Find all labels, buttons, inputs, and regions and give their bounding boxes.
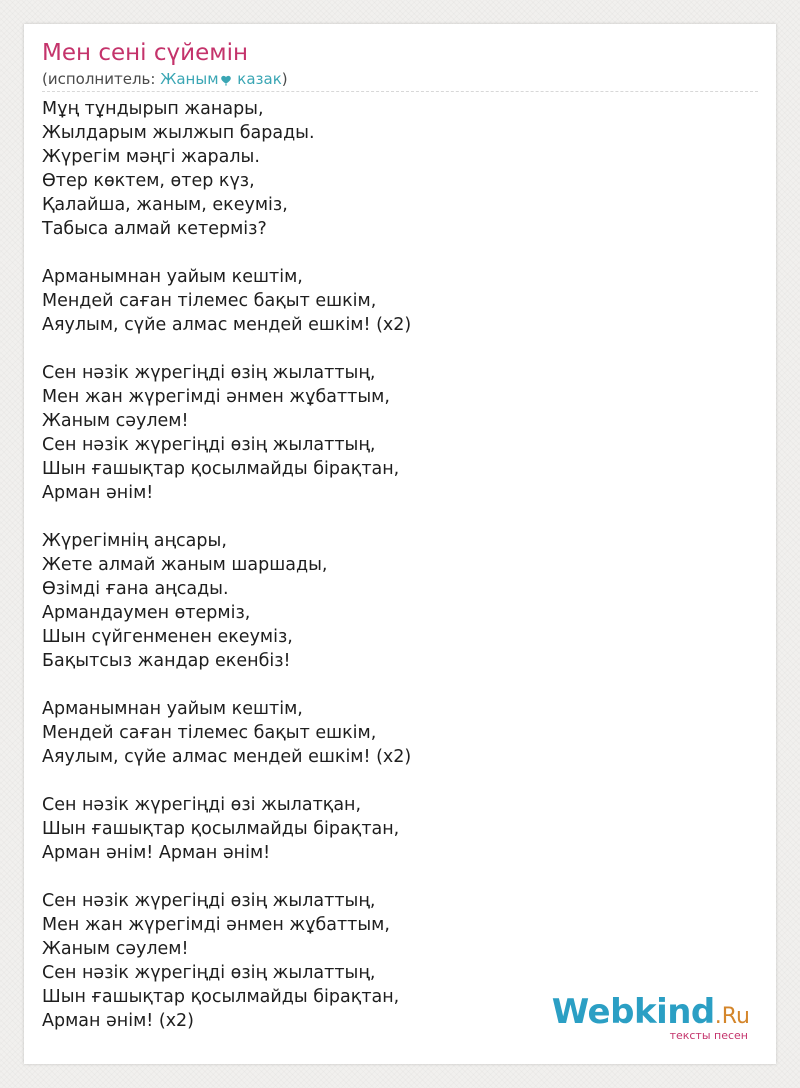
logo-tld: .Ru [714, 1004, 750, 1029]
header-divider [42, 91, 758, 92]
webkind-logo [552, 994, 750, 1042]
song-title: Мен сені сүйемін [42, 40, 249, 66]
lyric-line: Шын ғашықтар қосылмайды бірақтан, [42, 819, 400, 839]
lyric-line: Жүрегім мәңгі жаралы. [42, 147, 260, 167]
artist-link[interactable] [160, 70, 282, 88]
lyric-line: Жете алмай жаным шаршады, [42, 555, 328, 575]
lyric-line: Мендей саған тілемес бақыт ешкім, [42, 291, 377, 311]
artist-line [42, 69, 288, 89]
lyrics-body [42, 97, 742, 1057]
lyric-line: Табыса алмай кетерміз? [42, 219, 267, 239]
lyric-line: Сен нәзік жүрегіңді өзің жылаттың, [42, 435, 376, 455]
logo-tagline: тексты песен [669, 1029, 748, 1042]
lyric-line: Өзімді ғана аңсады. [42, 579, 229, 599]
lyrics-stanza [42, 97, 742, 241]
lyric-line: Жүрегімнің аңсары, [42, 531, 227, 551]
artist-prefix: (исполнитель: [42, 70, 161, 88]
lyric-line: Аяулым, сүйе алмас мендей ешкім! (x2) [42, 315, 412, 335]
lyrics-stanza [42, 361, 742, 505]
lyric-line: Жаным сәулем! [42, 939, 189, 959]
lyrics-stanza [42, 529, 742, 673]
lyrics-stanza [42, 793, 742, 865]
logo-name: Webkind [551, 992, 715, 1032]
lyric-line: Шын сүйгенменен екеуміз, [42, 627, 293, 647]
lyric-line: Бақытсыз жандар екенбіз! [42, 651, 291, 671]
lyric-line: Сен нәзік жүрегіңді өзі жылатқан, [42, 795, 362, 815]
lyric-line: Арманымнан уайым кештім, [42, 267, 303, 287]
artist-name-part1: Жаным [160, 70, 219, 88]
lyric-line: Сен нәзік жүрегіңді өзің жылаттың, [42, 891, 376, 911]
lyrics-card [24, 24, 776, 1064]
artist-name-part2: казак [232, 70, 282, 88]
lyrics-stanza [42, 265, 742, 337]
heart-icon [220, 71, 232, 91]
lyric-line: Шын ғашықтар қосылмайды бірақтан, [42, 459, 400, 479]
lyric-line: Мен жан жүрегімді әнмен жұбаттым, [42, 915, 390, 935]
lyric-line: Арман әнім! [42, 483, 154, 503]
lyric-line: Аяулым, сүйе алмас мендей ешкім! (x2) [42, 747, 412, 767]
lyric-line: Қалайша, жаным, екеуміз, [42, 195, 288, 215]
lyric-line: Өтер көктем, өтер күз, [42, 171, 255, 191]
lyrics-stanza [42, 697, 742, 769]
lyric-line: Арманымнан уайым кештім, [42, 699, 303, 719]
lyric-line: Мендей саған тілемес бақыт ешкім, [42, 723, 377, 743]
lyric-line: Жаным сәулем! [42, 411, 189, 431]
artist-suffix: ) [281, 70, 288, 88]
lyric-line: Сен нәзік жүрегіңді өзің жылаттың, [42, 363, 376, 383]
lyric-line: Сен нәзік жүрегіңді өзің жылаттың, [42, 963, 376, 983]
lyric-line: Мұң тұндырып жанары, [42, 99, 264, 119]
lyric-line: Арман әнім! (x2) [42, 1011, 195, 1031]
lyric-line: Мен жан жүрегімді әнмен жұбаттым, [42, 387, 390, 407]
lyric-line: Арман әнім! Арман әнім! [42, 843, 271, 863]
lyric-line: Армандаумен өтерміз, [42, 603, 251, 623]
lyric-line: Жылдарым жылжып барады. [42, 123, 315, 143]
lyric-line: Шын ғашықтар қосылмайды бірақтан, [42, 987, 400, 1007]
